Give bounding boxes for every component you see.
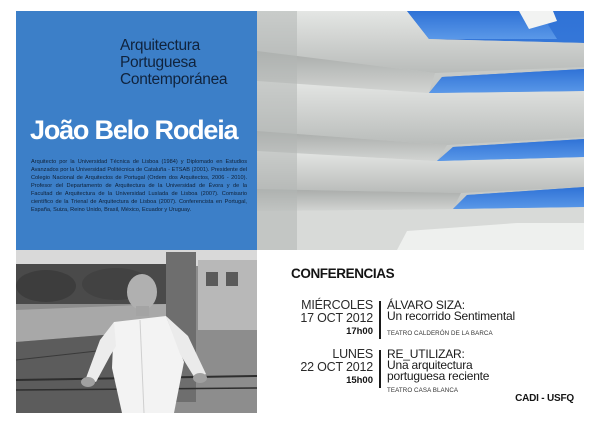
series-title-line-1: Arquitectura <box>120 37 200 54</box>
lecture-title: RE_UTILIZAR: <box>387 347 465 361</box>
speaker-bio: Arquitecto por la Universidad Técnica de Lisboa (1984) y Diplomado en Estudios Avanzados por la Universidad Politécnica de Cataluña - ETSAB (2001). Presidente del Colegio Nacional de Arquitectos de Portugal (Ordem dos Arquitectos, 2006 - 2010). Profesor del Departamento de Arquitectura de la Universidad de Évora y de la Facultad de Arquitectura de la Universidad Lusíada de Lisboa (2007). Comisario científico de la Trienal de Arquitectura de Lisboa (2007). Conferencista en Portugal, España, Suiza, Reino Unido, Brasil, México, Ecuador y Uruguay. <box>31 159 247 213</box>
lecture-1 <box>291 299 581 343</box>
lecture-date: 17 OCT 2012 <box>300 311 373 325</box>
lecture-day: LUNES <box>332 347 373 361</box>
lecture-divider <box>379 301 381 339</box>
series-title-line-3: Contemporánea <box>120 71 228 88</box>
architecture-photo <box>257 11 584 250</box>
lecture-title: ÁLVARO SIZA: <box>387 298 465 312</box>
conferences-panel <box>257 250 584 413</box>
lecture-venue: TEATRO CASA BLANCA <box>387 387 459 394</box>
speaker-photo <box>16 250 257 413</box>
lecture-time: 15h00 <box>346 375 373 386</box>
speaker-panel <box>16 11 257 250</box>
conferences-heading: CONFERENCIAS <box>291 266 395 281</box>
lecture-date: 22 OCT 2012 <box>300 360 373 374</box>
lecture-subtitle: Un recorrido Sentimental <box>387 309 515 323</box>
lecture-poster <box>16 11 584 413</box>
speaker-name: João Belo Rodeia <box>30 115 238 145</box>
lecture-day: MIÉRCOLES <box>301 298 373 312</box>
lecture-venue: TEATRO CALDERÓN DE LA BARCA <box>387 330 493 337</box>
organizer-credit: CADI - USFQ <box>515 393 574 404</box>
series-title <box>120 37 256 88</box>
lecture-subtitle: Una arquitectura portuguesa reciente <box>387 358 490 383</box>
lecture-divider <box>379 350 381 388</box>
lecture-2 <box>291 348 581 392</box>
lecture-time: 17h00 <box>346 326 373 337</box>
series-title-line-2: Portuguesa <box>120 54 197 71</box>
